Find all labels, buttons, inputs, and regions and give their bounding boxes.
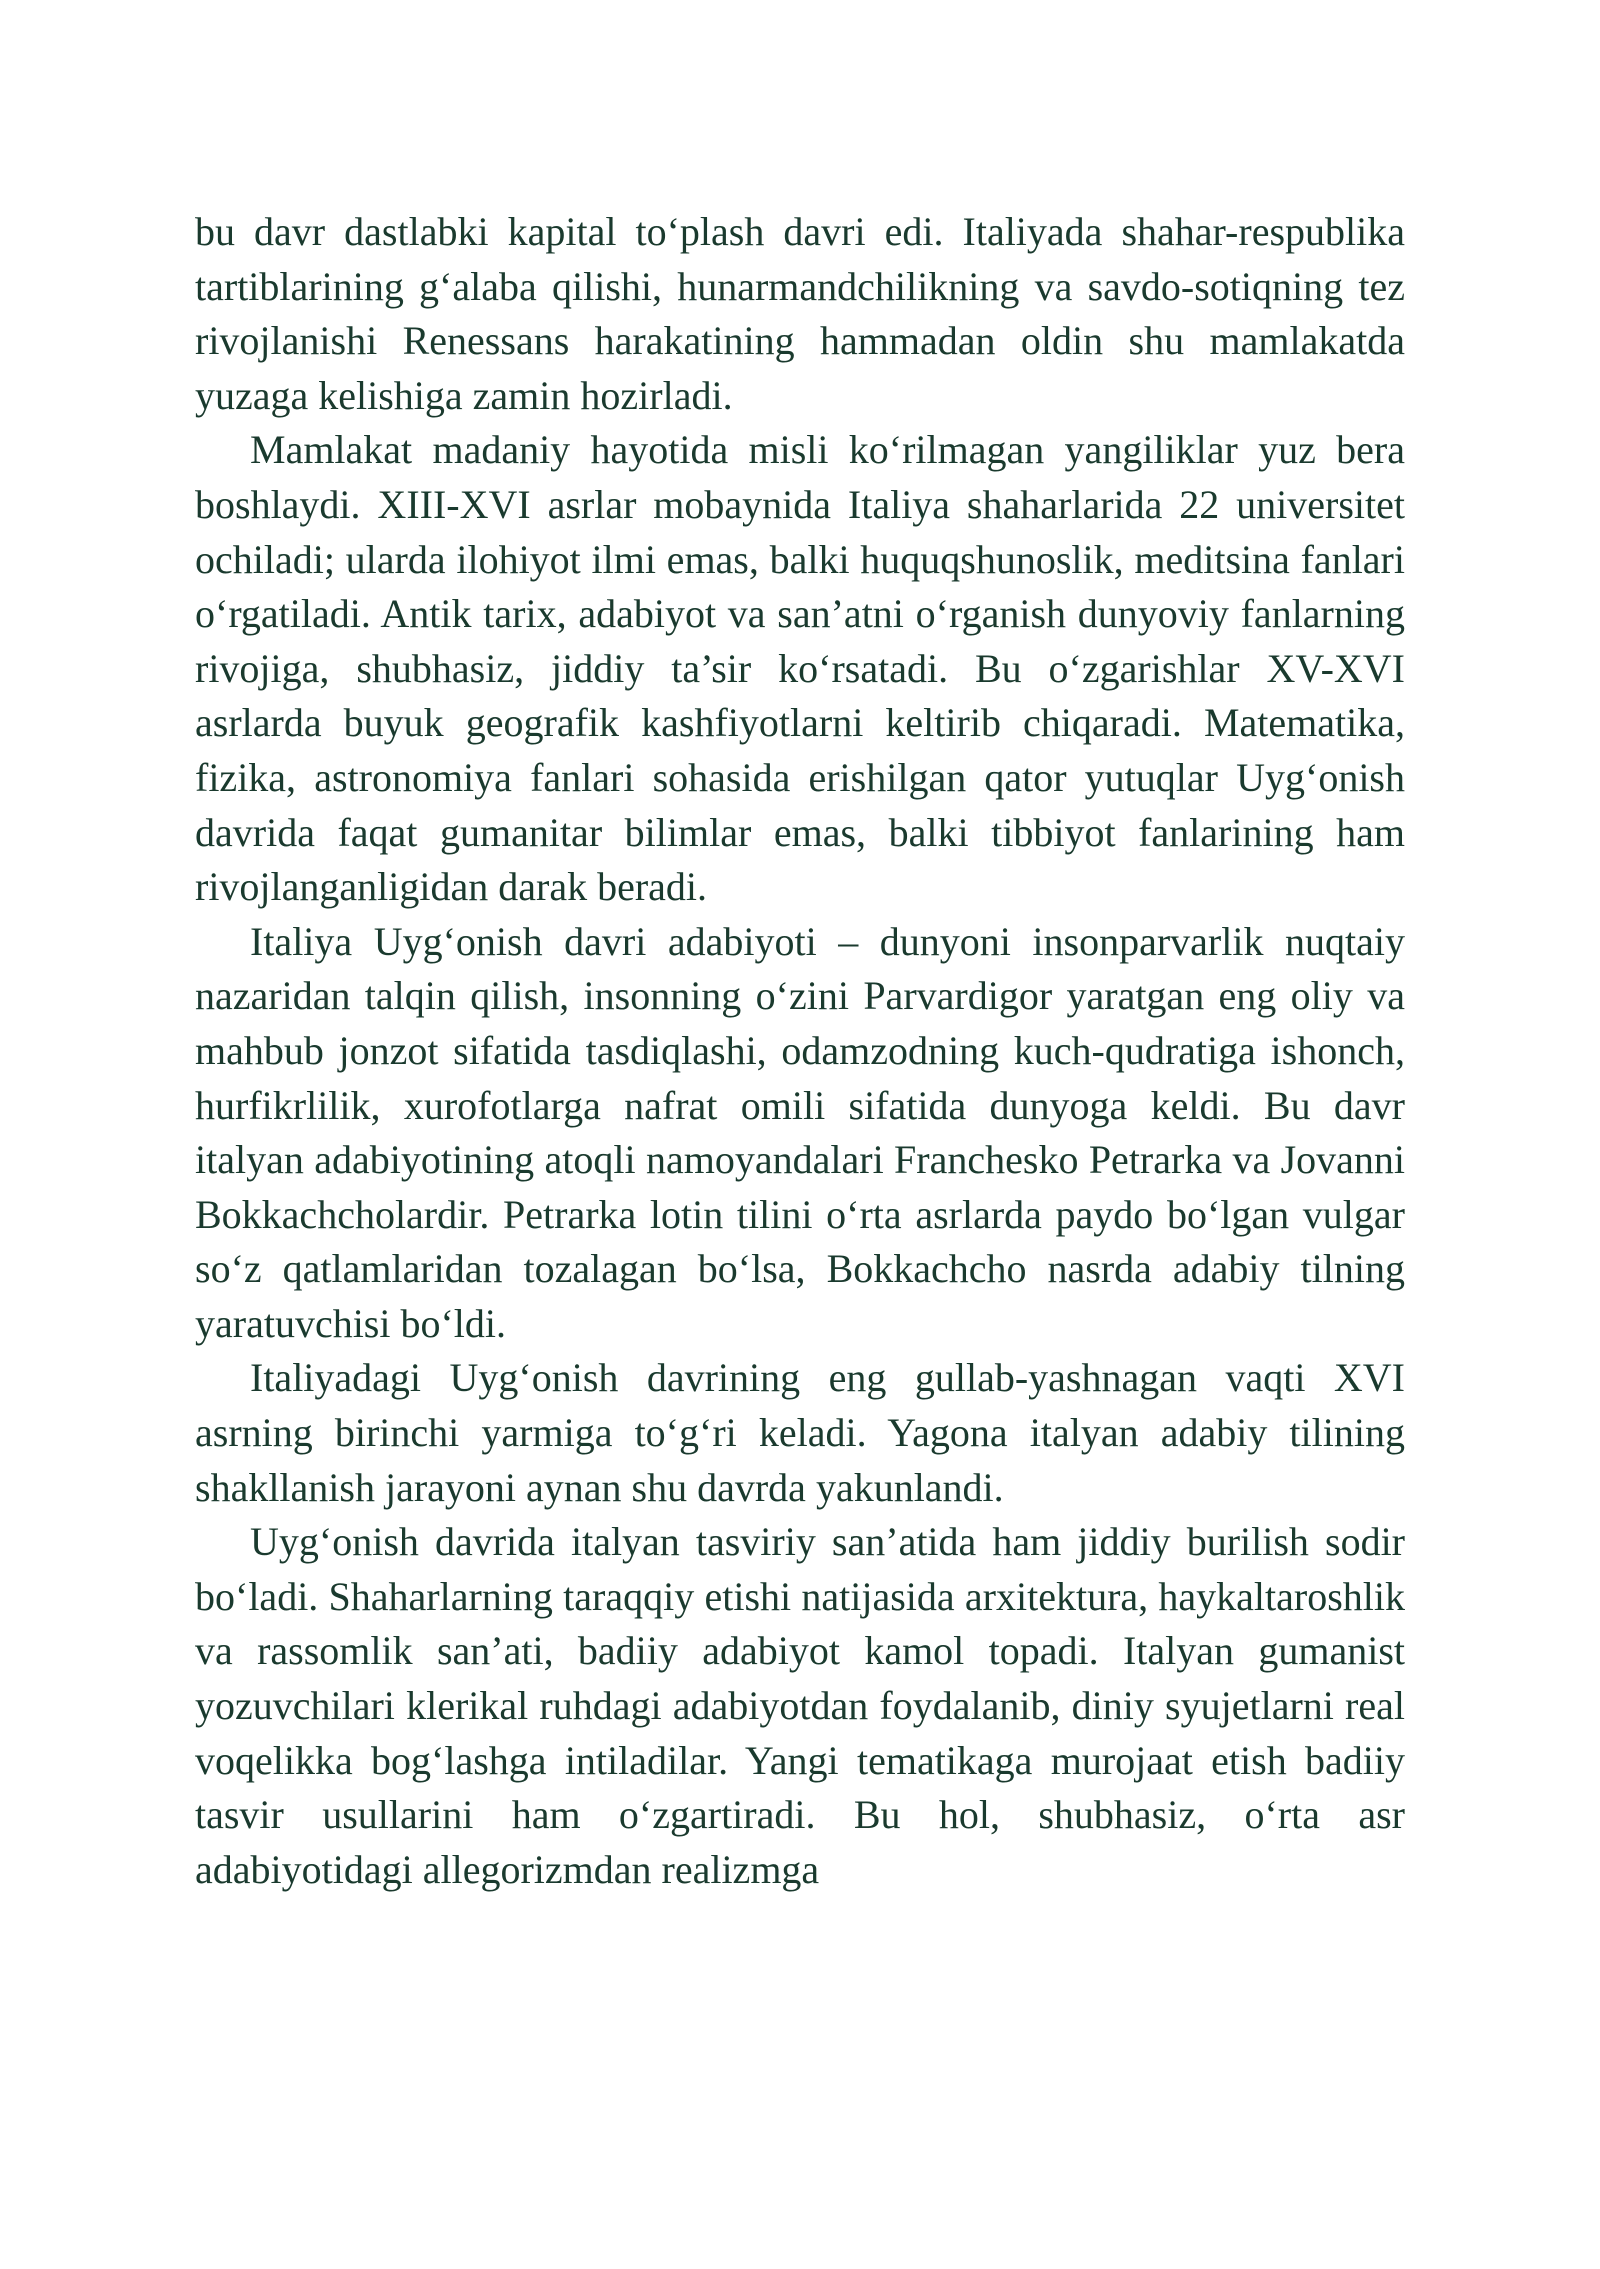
paragraph-5: Uyg‘onish davrida italyan tasviriy san’atida ham jiddiy burilish sodir bo‘ladi. Shaharlarning taraqqiy etishi natijasida arxitektura, haykaltaroshlik va rassomlik san’ati, badiiy adabiyot kamol topadi. Italyan gumanist yozuvchilari klerikal ruhdagi adabiyotdan foydalanib, diniy syujetlarni real voqelikka bog‘lashga intiladilar. Yangi tematikaga murojaat etish badiiy tasvir usullarini ham o‘zgartiradi. Bu hol, shubhasiz, o‘rta asr adabiyotidagi allegorizmdan realizmga — [195, 1519, 1405, 1892]
paragraph-2: Mamlakat madaniy hayotida misli ko‘rilmagan yangiliklar yuz bera boshlaydi. XIII-XVI asrlar mobaynida Italiya shaharlarida 22 universitet ochiladi; ularda ilohiyot ilmi emas, balki huquqshunoslik, meditsina fanlari o‘rgatiladi. Antik tarix, adabiyot va san’atni o‘rganish dunyoviy fanlarning rivojiga, shubhasiz, jiddiy ta’sir ko‘rsatadi. Bu o‘zgarishlar XV-XVI asrlarda buyuk geografik kashfiyotlarni keltirib chiqaradi. Matematika, fizika, astronomiya fanlari sohasida erishilgan qator yutuqlar Uyg‘onish davrida faqat gumanitar bilimlar emas, balki tibbiyot fanlarining ham rivojlanganligidan darak beradi. — [195, 427, 1405, 910]
document-page — [195, 205, 1405, 1897]
paragraph-1: bu davr dastlabki kapital to‘plash davri edi. Italiyada shahar-respublika tartiblarining g‘alaba qilishi, hunarmandchilikning va savdo-sotiqning tez rivojlanishi Renessans harakatining hammadan oldin shu mamlakatda yuzaga kelishiga zamin hozirladi. — [195, 209, 1405, 418]
paragraph-3: Italiya Uyg‘onish davri adabiyoti – dunyoni insonparvarlik nuqtaiy nazaridan talqin qilish, insonning o‘zini Parvardigor yaratgan eng oliy va mahbub jonzot sifatida tasdiqlashi, odamzodning kuch-qudratiga ishonch, hurfikrlilik, xurofotlarga nafrat omili sifatida dunyoga keldi. Bu davr italyan adabiyotining atoqli namoyandalari Franchesko Petrarka va Jovanni Bokkachcholardir. Petrarka lotin tilini o‘rta asrlarda paydo bo‘lgan vulgar so‘z qatlamlaridan tozalagan bo‘lsa, Bokkachcho nasrda adabiy tilning yaratuvchisi bo‘ldi. — [195, 918, 1405, 1346]
paragraph-4: Italiyadagi Uyg‘onish davrining eng gullab-yashnagan vaqti XVI asrning birinchi yarmiga to‘g‘ri keladi. Yagona italyan adabiy tilining shakllanish jarayoni aynan shu davrda yakunlandi. — [195, 1355, 1405, 1510]
